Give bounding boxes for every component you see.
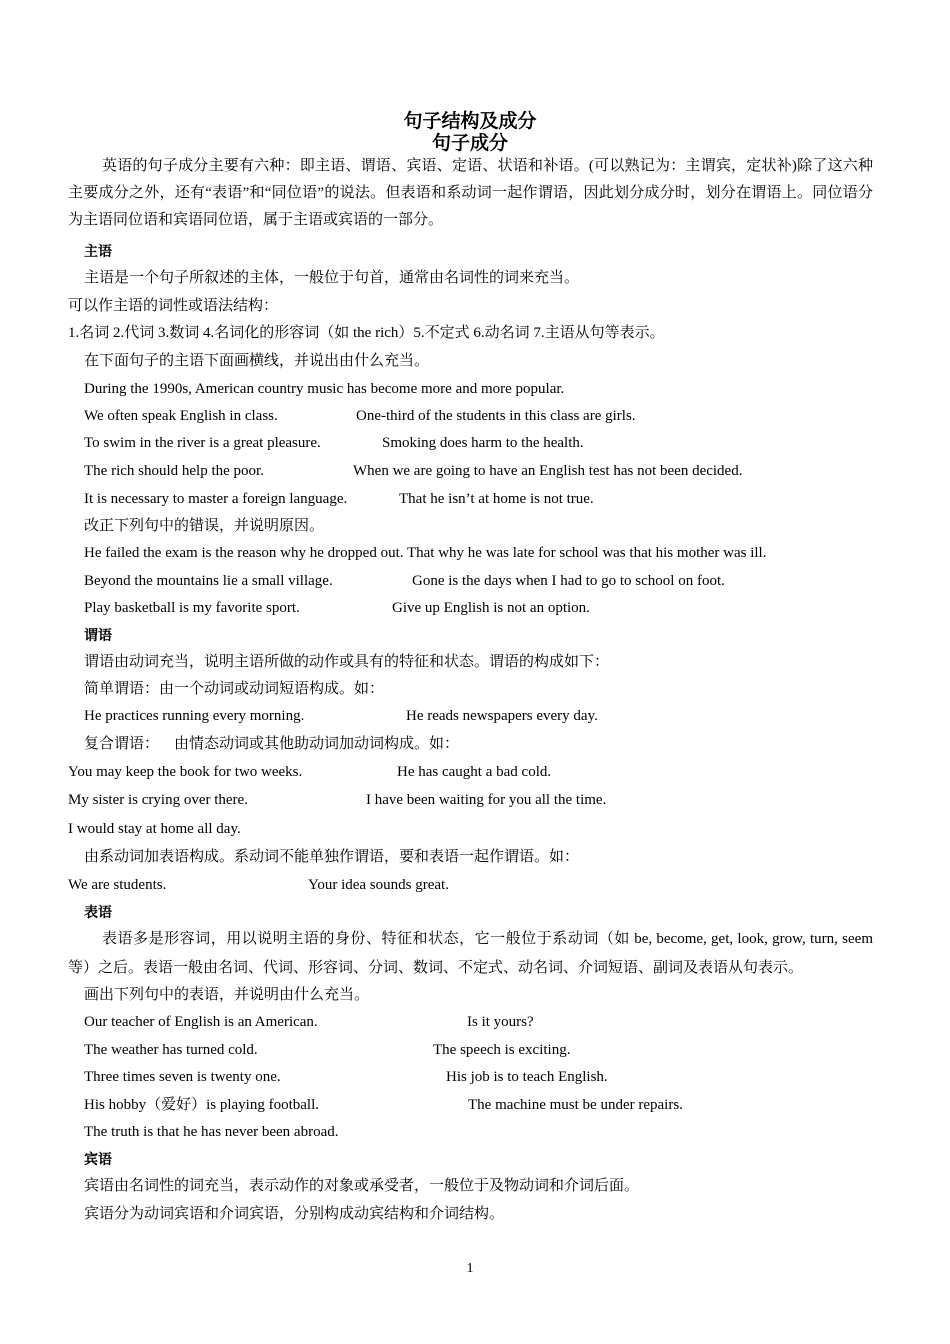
page-number: 1 bbox=[466, 1261, 474, 1276]
example-sentence: Three times seven is twenty one. bbox=[84, 1069, 281, 1085]
predicate-definition: 谓语由动词充当，说明主语所做的动作或具有的特征和状态。谓语的构成如下： bbox=[84, 654, 610, 670]
example-sentence: He has caught a bad cold. bbox=[397, 764, 552, 780]
subject-task-underline: 在下面句子的主语下面画横线，并说出由什么充当。 bbox=[84, 353, 430, 369]
example-sentence: To swim in the river is a great pleasure. bbox=[84, 435, 321, 451]
subject-list: 1.名词 2.代词 3.数词 4.名词化的形容词（如 the rich）5.不定式 6.动名词 7.主语从句等表示。 bbox=[68, 325, 665, 341]
example-sentence: When we are going to have an English test has not been decided. bbox=[353, 463, 743, 479]
object-definition: 宾语由名词性的词充当，表示动作的对象或承受者，一般位于及物动词和介词后面。 bbox=[84, 1178, 640, 1194]
document-subtitle: 句子成分 bbox=[431, 132, 508, 154]
example-sentence: During the 1990s, American country music has become more and more popular. bbox=[84, 381, 565, 397]
example-sentence: I would stay at home all day. bbox=[68, 821, 241, 837]
example-sentence: The machine must be under repairs. bbox=[468, 1097, 683, 1113]
predicative-task: 画出下列句中的表语，并说明由什么充当。 bbox=[84, 987, 370, 1003]
predicative-definition: 表语多是形容词，用以说明主语的身份、特征和状态，它一般位于系动词（如 be, become, get, look, grow, turn, seem 等）之后。表语一般由名词、代词、形容词、分词、数词、不定式、动名词、介词短语、副词及表语从句表示。 bbox=[68, 931, 873, 976]
example-sentence: The speech is exciting. bbox=[433, 1042, 571, 1058]
example-sentence: Smoking does harm to the health. bbox=[382, 435, 584, 451]
error-sentence: He failed the exam is the reason why he dropped out. That why he was late for school was that his mother was ill. bbox=[84, 545, 767, 561]
section-heading-object: 宾语 bbox=[84, 1152, 112, 1168]
error-sentence: Gone is the days when I had to go to school on foot. bbox=[412, 573, 725, 589]
example-sentence: We are students. bbox=[68, 877, 167, 893]
predicate-linking: 由系动词加表语构成。系动词不能单独作谓语，要和表语一起作谓语。如： bbox=[84, 849, 580, 865]
example-sentence: He reads newspapers every day. bbox=[406, 708, 598, 724]
object-kinds: 宾语分为动词宾语和介词宾语，分别构成动宾结构和介词结构。 bbox=[84, 1206, 505, 1222]
error-sentence: Beyond the mountains lie a small village. bbox=[84, 573, 333, 589]
error-sentence: Play basketball is my favorite sport. bbox=[84, 600, 300, 616]
subject-can-be: 可以作主语的词性或语法结构： bbox=[68, 298, 279, 314]
example-sentence: You may keep the book for two weeks. bbox=[68, 764, 303, 780]
section-heading-predicative: 表语 bbox=[84, 905, 112, 921]
example-sentence: He practices running every morning. bbox=[84, 708, 305, 724]
intro-paragraph: 英语的句子成分主要有六种：即主语、谓语、宾语、定语、状语和补语。(可以熟记为：主谓宾，定状补)除了这六种主要成分之外，还有“表语”和“同位语”的说法。但表语和系动词一起作谓语，因此划分成分时，划分在谓语上。同位语分为主语同位语和宾语同位语，属于主语或宾语的一部分。 bbox=[68, 158, 873, 228]
example-sentence: My sister is crying over there. bbox=[68, 792, 248, 808]
error-sentence: Give up English is not an option. bbox=[392, 600, 590, 616]
example-sentence: His job is to teach English. bbox=[446, 1069, 608, 1085]
example-sentence: Your idea sounds great. bbox=[308, 877, 449, 893]
subject-definition: 主语是一个句子所叙述的主体，一般位于句首，通常由名词性的词来充当。 bbox=[84, 270, 580, 286]
example-sentence: The truth is that he has never been abroad. bbox=[84, 1124, 339, 1140]
example-sentence: Is it yours? bbox=[467, 1014, 534, 1030]
subject-task-correct: 改正下列句中的错误，并说明原因。 bbox=[84, 518, 325, 534]
example-sentence: We often speak English in class. bbox=[84, 408, 278, 424]
example-sentence: His hobby（爱好）is playing football. bbox=[84, 1097, 319, 1113]
example-sentence: The rich should help the poor. bbox=[84, 463, 264, 479]
example-sentence: That he isn’t at home is not true. bbox=[399, 491, 594, 507]
example-sentence: Our teacher of English is an American. bbox=[84, 1014, 318, 1030]
example-sentence: The weather has turned cold. bbox=[84, 1042, 258, 1058]
predicate-compound: 复合谓语： 由情态动词或其他助动词加动词构成。如： bbox=[84, 736, 460, 752]
example-sentence: I have been waiting for you all the time. bbox=[366, 792, 607, 808]
predicate-simple: 简单谓语：由一个动词或动词短语构成。如： bbox=[84, 681, 385, 697]
document-title: 句子结构及成分 bbox=[403, 110, 537, 132]
example-sentence: It is necessary to master a foreign language. bbox=[84, 491, 348, 507]
section-heading-subject: 主语 bbox=[84, 244, 112, 260]
section-heading-predicate: 谓语 bbox=[84, 628, 112, 644]
example-sentence: One-third of the students in this class are girls. bbox=[356, 408, 636, 424]
